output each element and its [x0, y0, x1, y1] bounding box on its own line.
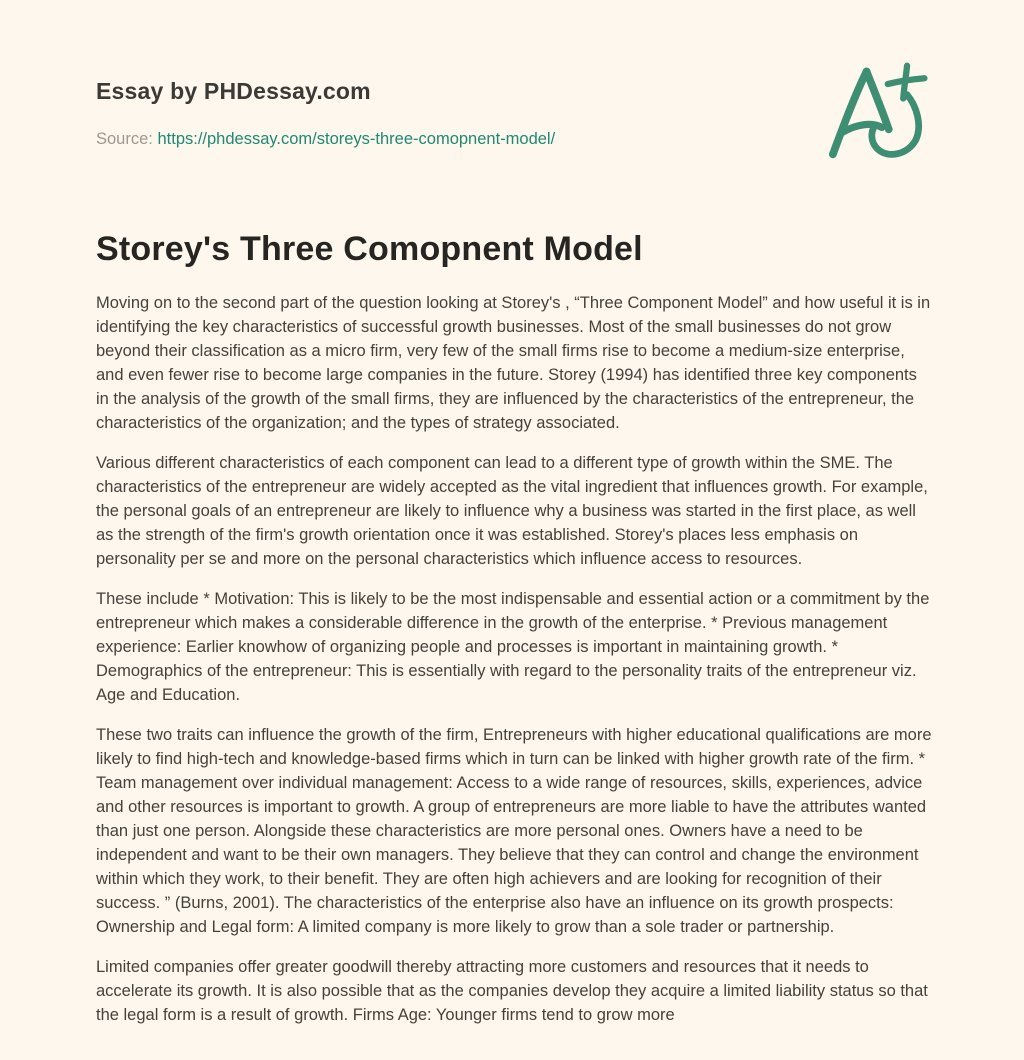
source-link[interactable]: https://phdessay.com/storeys-three-comopnent-model/ — [157, 130, 556, 148]
source-label: Source: — [96, 130, 153, 148]
source-line — [96, 130, 932, 149]
essay-paragraph-2: Various different characteristics of each component can lead to a different type of growth within the SME. The characteristics of the entrepreneur are widely accepted as the vital ingredient that influences growth. For example, the personal goals of an entrepreneur are likely to influence why a business was started in the first place, as well as the strength of the firm's growth orientation once it was established. Storey's places less emphasis on personality per se and more on the personal characteristics which influence access to resources. — [96, 453, 928, 568]
essay-paragraph-5: Limited companies offer greater goodwill thereby attracting more customers and resources that it needs to accelerate its growth. It is also possible that as the companies develop they acquire a limited liability status so that the legal form is a result of growth. Firms Age: Younger firms tend to grow more — [96, 957, 928, 1024]
page-header — [96, 78, 932, 149]
header-text — [96, 78, 932, 149]
essay-paragraph-3: These include * Motivation: This is likely to be the most indispensable and essential action or a commitment by the entrepreneur which makes a considerable difference in the growth of the enterprise. * Previous management experience: Earlier knowhow of organizing people and processes is important in maintaining growth. * Demographics of the entrepreneur: This is essentially with regard to the personality traits of the entrepreneur viz. Age and Education. — [96, 589, 930, 704]
essay-title: Storey's Three Comopnent Model — [96, 230, 643, 268]
byline: Essay by PHDessay.com — [96, 78, 371, 104]
essay-body — [96, 229, 932, 1027]
essay-paragraph-1: Moving on to the second part of the question looking at Storey's , “Three Component Model” and how useful it is in identifying the key characteristics of successful growth businesses. Most of the small businesses do not grow beyond their classification as a micro firm, very few of the small firms rise to become a medium-size enterprise, and even fewer rise to become large companies in the future. Storey (1994) has identified three key components in the analysis of the growth of the small firms, they are influenced by the characteristics of the entrepreneur, the characteristics of the organization; and the types of strategy associated. — [96, 293, 931, 432]
essay-paragraph-4: These two traits can influence the growth of the firm, Entrepreneurs with higher educational qualifications are more likely to find high-tech and knowledge-based firms which in turn can be linked with higher growth rate of the firm. * Team management over individual management: Access to a wide range of resources, skills, experiences, advice and other resources is important to growth. A group of entrepreneurs are more liable to have the attributes wanted than just one person. Alongside these characteristics are more personal ones. Owners have a need to be independent and want to be their own managers. They believe that they can control and change the environment within which they work, to their benefit. They are often high achievers and are looking for recognition of their success. ” (Burns, 2001). The characteristics of the enterprise also have an influence on its growth prospects: Ownership and Legal form: A limited company is more likely to grow than a sole trader or partnership. — [96, 725, 932, 936]
a-plus-logo-icon — [824, 58, 940, 166]
